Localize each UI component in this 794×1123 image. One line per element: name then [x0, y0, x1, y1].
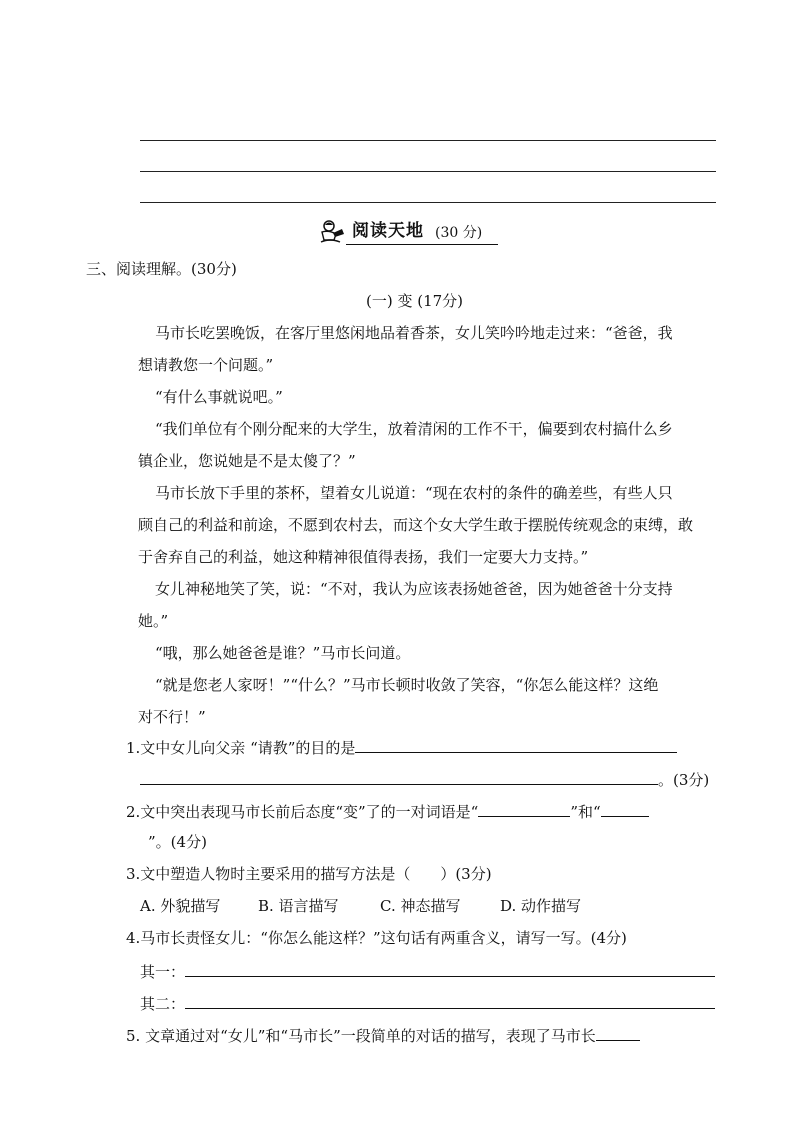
answer-blank[interactable]	[478, 800, 570, 817]
passage-line: 顾自己的利益和前途，不愿到农村去，而这个女大学生敢于摆脱传统观念的束缚，敢	[138, 516, 694, 534]
option-b[interactable]: B. 语言描写	[258, 897, 339, 915]
passage-line: “就是您老人家呀！”“什么？”马市长顿时收敛了笑容，“你怎么能这样？这绝	[155, 676, 659, 694]
answer-blank[interactable]	[355, 736, 677, 753]
question-1-continued	[140, 768, 709, 790]
question-2-score: ”。(4分)	[148, 833, 207, 851]
question-3: 3.文中塑造人物时主要采用的描写方法是（ ）(3分)	[126, 865, 492, 883]
part-title: 三、阅读理解。(30分)	[86, 260, 237, 278]
question-4-label-2: 其二：	[140, 995, 186, 1013]
passage-line: 对不行！”	[138, 708, 206, 726]
reading-person-icon	[318, 220, 348, 244]
question-2	[126, 800, 649, 822]
option-a[interactable]: A. 外貌描写	[140, 897, 221, 915]
passage-line: 镇企业，您说她是不是太傻了？”	[138, 452, 356, 470]
section-score: (30 分)	[435, 225, 483, 241]
option-c[interactable]: C. 神态描写	[380, 897, 461, 915]
answer-blank[interactable]	[596, 1024, 640, 1041]
passage-title: (一) 变 (17分)	[366, 292, 464, 310]
question-2-text: 2.文中突出表现马市长前后态度“变”了的一对词语是“	[126, 803, 479, 821]
passage-line: 马市长放下手里的茶杯，望着女儿说道：“现在农村的条件的确差些，有些人只	[155, 484, 673, 502]
answer-blank[interactable]	[601, 800, 649, 817]
question-4-label-1: 其一：	[140, 963, 186, 981]
question-5	[126, 1024, 640, 1046]
answer-blank[interactable]	[185, 992, 715, 1009]
passage-line: 女儿神秘地笑了笑，说：“不对，我认为应该表扬她爸爸，因为她爸爸十分支持	[155, 580, 673, 598]
question-1-score: 。(3分)	[658, 771, 710, 789]
heading-underline	[346, 244, 498, 245]
section-title: 阅读天地	[352, 221, 424, 241]
answer-line[interactable]	[140, 202, 716, 203]
answer-line[interactable]	[140, 171, 716, 172]
passage-line: “有什么事就说吧。”	[155, 388, 283, 406]
question-4-part-1	[140, 960, 715, 982]
passage-line: 她。”	[138, 612, 169, 630]
passage-line: 马市长吃罢晚饭，在客厅里悠闲地品着香茶，女儿笑吟吟地走过来：“爸爸，我	[155, 324, 673, 342]
passage-line: 于舍弃自己的利益，她这种精神很值得表扬，我们一定要大力支持。”	[138, 548, 589, 566]
answer-blank[interactable]	[185, 960, 715, 977]
question-1-text: 1.文中女儿向父亲 “请教”的目的是	[126, 739, 356, 757]
option-d[interactable]: D. 动作描写	[500, 897, 582, 915]
question-4-part-2	[140, 992, 715, 1014]
question-4: 4.马市长责怪女儿：“你怎么能这样？”这句话有两重含义，请写一写。(4分)	[126, 929, 627, 947]
answer-line[interactable]	[140, 140, 716, 141]
answer-blank[interactable]	[140, 768, 658, 785]
passage-line: “哦，那么她爸爸是谁？”马市长问道。	[155, 644, 411, 662]
question-5-text: 5. 文章通过对“女儿”和“马市长”一段简单的对话的描写，表现了马市长	[126, 1027, 596, 1045]
passage-line: “我们单位有个刚分配来的大学生，放着清闲的工作不干，偏要到农村搞什么乡	[155, 420, 673, 438]
passage-line: 想请教您一个问题。”	[138, 356, 274, 374]
section-heading	[318, 220, 504, 244]
question-1	[126, 736, 677, 758]
question-2-mid: ”和“	[570, 803, 601, 821]
